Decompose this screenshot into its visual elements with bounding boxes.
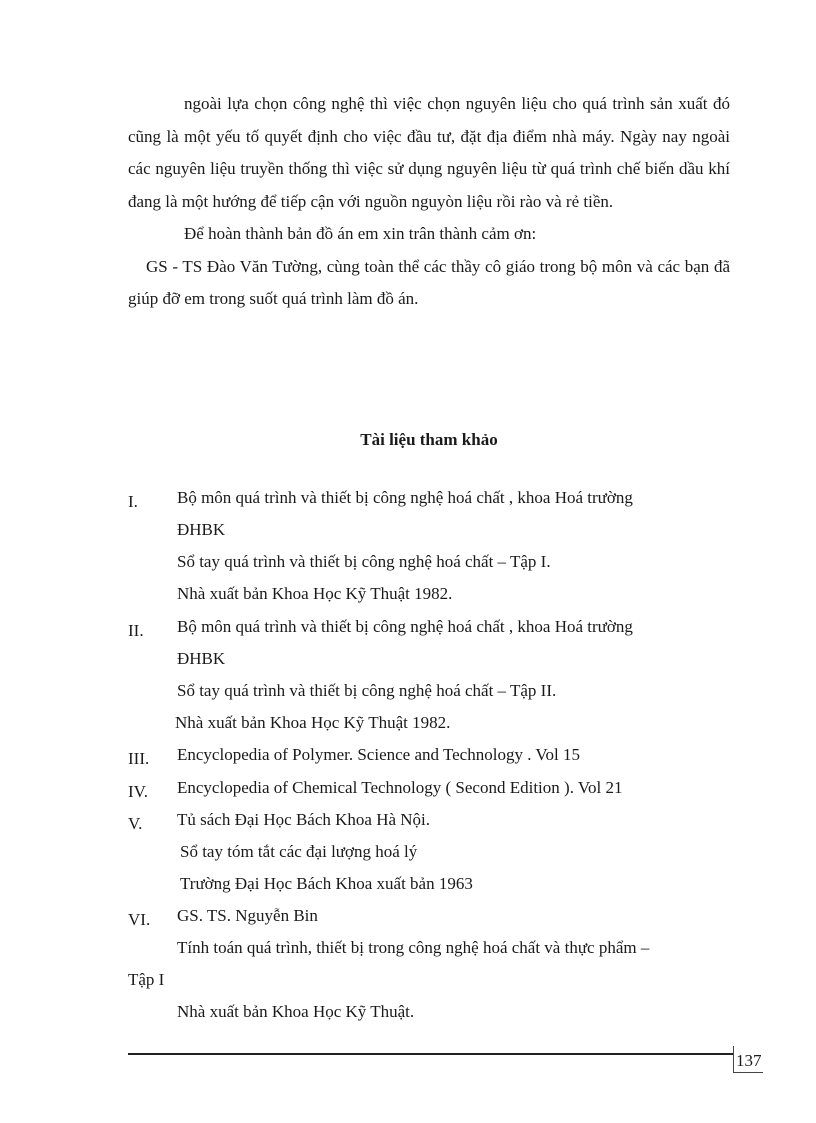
- page-number: 137: [736, 1051, 762, 1070]
- reference-line: Bộ môn quá trình và thiết bị công nghệ hoá chất , khoa Hoá trường: [177, 488, 633, 507]
- reference-line: Tính toán quá trình, thiết bị trong công nghệ hoá chất và thực phẩm –: [177, 938, 650, 957]
- paragraph-thanks: Để hoàn thành bản đồ án em xin trân thành cảm ơn:: [184, 224, 537, 243]
- reference-line: Tập I: [128, 970, 165, 989]
- reference-line: Sổ tay tóm tắt các đại lượng hoá lý: [180, 842, 418, 861]
- reference-number: II.: [128, 621, 144, 640]
- reference-line: Nhà xuất bản Khoa Học Kỹ Thuật 1982.: [177, 584, 453, 603]
- reference-line: Nhà xuất bản Khoa Học Kỹ Thuật 1982.: [175, 713, 451, 732]
- reference-line: Encyclopedia of Polymer. Science and Technology . Vol 15: [177, 745, 580, 764]
- reference-line: Nhà xuất bản Khoa Học Kỹ Thuật.: [177, 1002, 415, 1021]
- reference-line: Sổ tay quá trình và thiết bị công nghệ hoá chất – Tập II.: [177, 681, 557, 700]
- reference-line: GS. TS. Nguyễn Bin: [177, 906, 318, 925]
- reference-line: Encyclopedia of Chemical Technology ( Second Edition ). Vol 21: [177, 778, 623, 797]
- paragraph-technology-choice: ngoài lựa chọn công nghệ thì việc chọn nguyên liệu cho quá trình sản xuất đó cũng là một yếu tố quyết định cho việc đầu tư, đặt địa điểm nhà máy. Ngày nay ngoài các nguyên liệu truyền thống thì việc sử dụng nguyên liệu từ quá trình chế biến dầu khí đang là một hướng để tiếp cận với nguồn nguyòn liệu rồi rào và rẻ tiền.: [128, 94, 730, 211]
- reference-line: Sổ tay quá trình và thiết bị công nghệ hoá chất – Tập I.: [177, 552, 551, 571]
- paragraph-acknowledgement: GS - TS Đào Văn Tường, cùng toàn thể các thầy cô giáo trong bộ môn và các bạn đã giúp đỡ em trong suốt quá trình làm đồ án.: [128, 256, 730, 308]
- reference-number: IV.: [128, 782, 148, 801]
- reference-line: Tủ sách Đại Học Bách Khoa Hà Nội.: [177, 810, 431, 829]
- reference-line: ĐHBK: [177, 649, 226, 668]
- reference-number: I.: [128, 492, 138, 511]
- footer-rule: [128, 1053, 734, 1055]
- reference-line: Trường Đại Học Bách Khoa xuất bản 1963: [180, 874, 473, 893]
- footer-divider: [733, 1046, 734, 1072]
- reference-number: V.: [128, 814, 143, 833]
- reference-line: Bộ môn quá trình và thiết bị công nghệ hoá chất , khoa Hoá trường: [177, 617, 633, 636]
- reference-number: III.: [128, 749, 150, 768]
- references-title: Tài liệu tham khảo: [360, 430, 498, 449]
- reference-number: VI.: [128, 910, 151, 929]
- reference-line: ĐHBK: [177, 520, 226, 539]
